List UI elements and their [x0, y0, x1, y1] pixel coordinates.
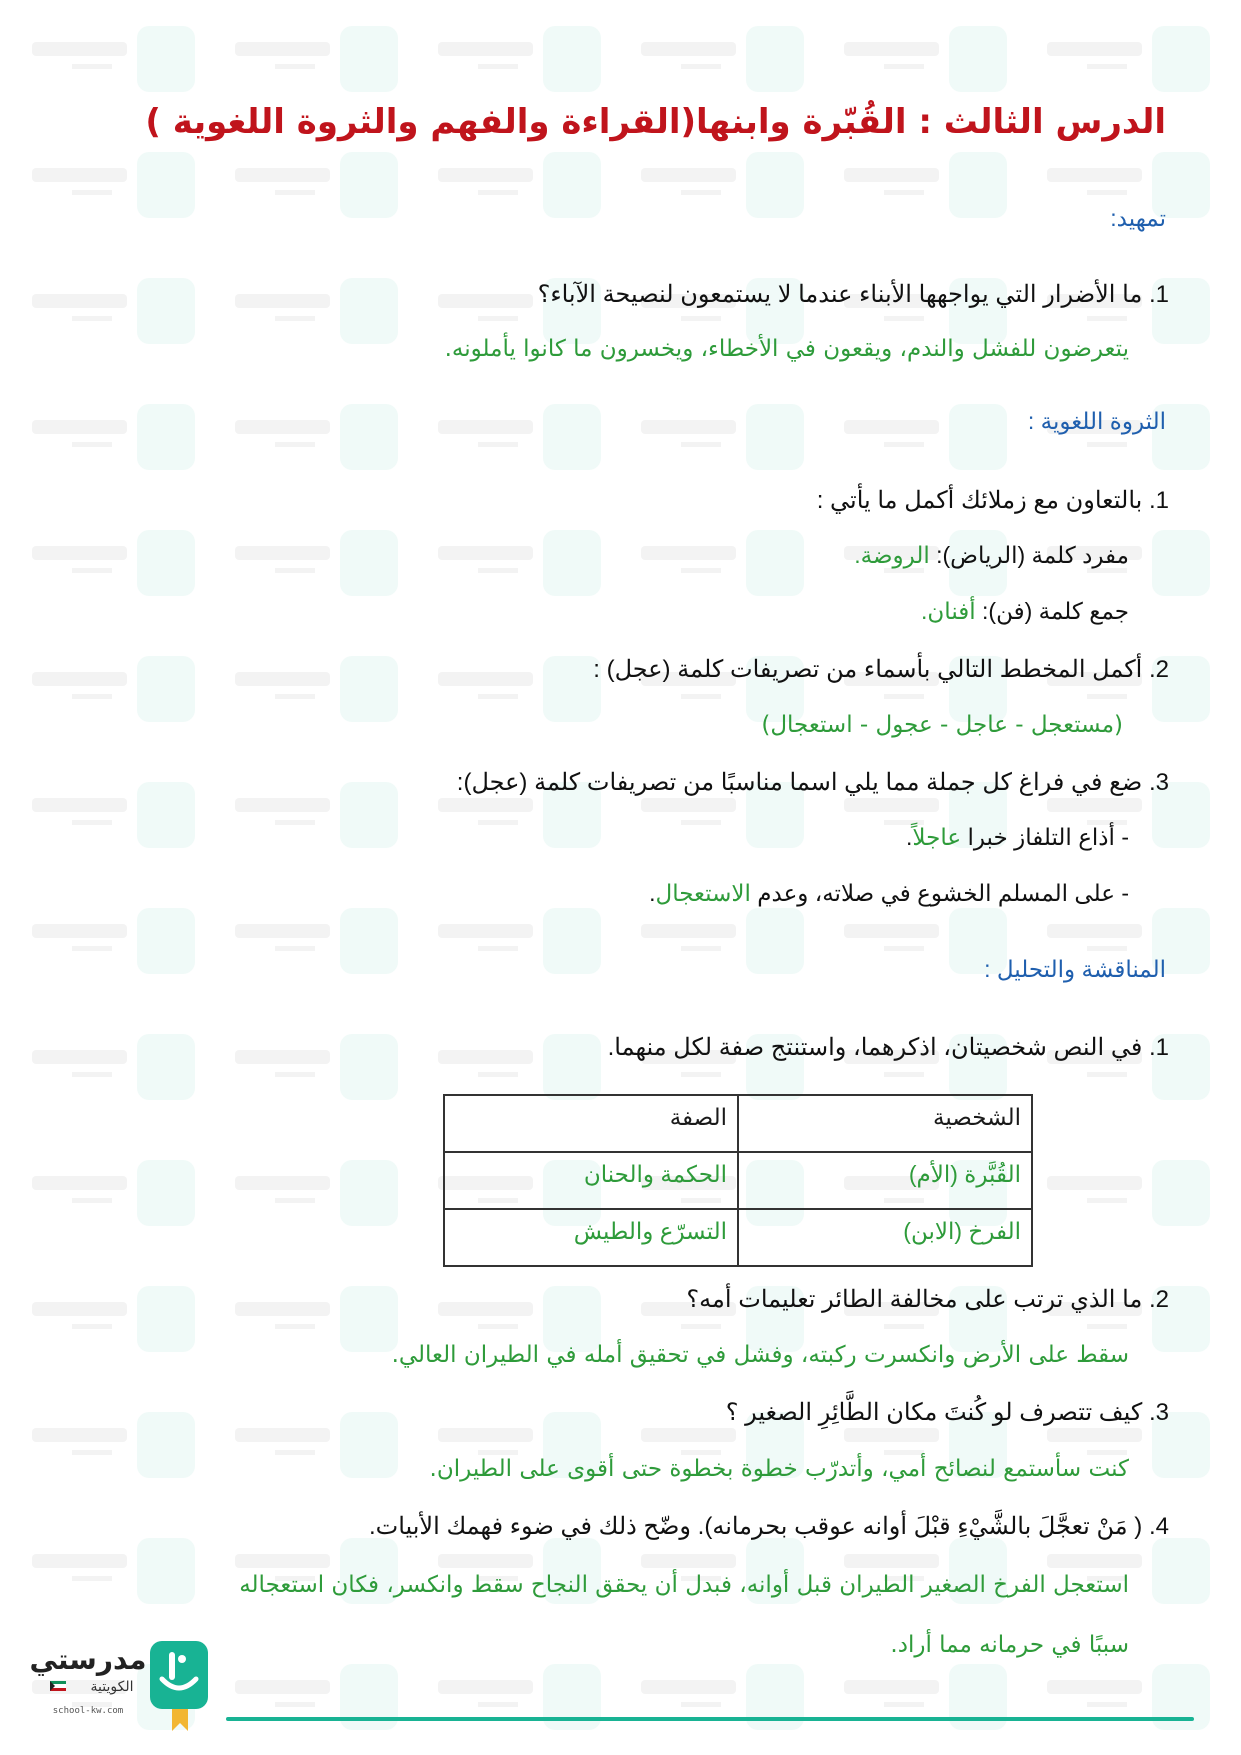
- vocab-question-3: 3. ضع في فراغ كل جملة مما يلي اسما مناسبًا من تصريفات كلمة (عجل):: [456, 769, 1169, 796]
- vocab-question-1: 1. بالتعاون مع زملائك أكمل ما يأتي :: [816, 487, 1169, 514]
- logo-sub: الكويتية: [90, 1679, 134, 1695]
- cell-trait: الحكمة والحنان: [444, 1152, 738, 1209]
- logo-url: school-kw.com: [52, 1706, 124, 1716]
- plural-label: جمع كلمة (فن):: [982, 598, 1129, 624]
- school-logo: [22, 1635, 212, 1745]
- vocab-heading: الثروة اللغوية :: [1027, 408, 1166, 434]
- vocab-answer-2: (مستعجل - عاجل - عجول - استعجال): [761, 712, 1123, 738]
- table-header-row: [444, 1095, 1032, 1152]
- discussion-question-4: 4. ( مَنْ تعجَّلَ بالشَّيْءِ قبْلَ أوانه عوقب بحرمانه). وضّح ذلك في ضوء فهمك الأبيات.: [368, 1513, 1169, 1540]
- footer-divider: [226, 1717, 1194, 1721]
- sentence-2-text: - على المسلم الخشوع في صلاته، وعدم: [757, 880, 1129, 906]
- sentence-2-answer: الاستعجال: [655, 880, 751, 906]
- singular-line: [854, 542, 1129, 569]
- plural-answer: أفنان.: [921, 598, 976, 624]
- table-row: [444, 1152, 1032, 1209]
- singular-label: مفرد كلمة (الرياض):: [936, 542, 1129, 568]
- sentence-1: [906, 824, 1129, 851]
- sentence-1-text: - أذاع التلفاز خبرا: [967, 824, 1129, 850]
- discussion-question-2: 2. ما الذي ترتب على مخالفة الطائر تعليمات أمه؟: [686, 1286, 1169, 1313]
- discussion-heading: المناقشة والتحليل :: [984, 956, 1166, 982]
- intro-answer-1: يتعرضون للفشل والندم، ويقعون في الأخطاء، ويخسرون ما كانوا يأملونه.: [444, 336, 1129, 362]
- singular-answer: الروضة.: [854, 542, 930, 568]
- cell-character: القُبَّرة (الأم): [738, 1152, 1032, 1209]
- vocab-question-2: 2. أكمل المخطط التالي بأسماء من تصريفات كلمة (عجل) :: [593, 656, 1169, 683]
- table-row: [444, 1209, 1032, 1266]
- discussion-question-1: 1. في النص شخصيتان، اذكرهما، واستنتج صفة لكل منهما.: [607, 1034, 1169, 1061]
- characters-table: [443, 1094, 1033, 1267]
- logo-name: مدرستي: [29, 1643, 147, 1676]
- intro-heading: تمهيد:: [1110, 205, 1166, 231]
- lesson-title: الدرس الثالث : القُبّرة وابنها(القراءة والفهم والثروة اللغوية ): [145, 102, 1166, 142]
- discussion-question-3: 3. كيف تتصرف لو كُنتَ مكان الطَّائِرِ الصغير ؟: [725, 1399, 1169, 1426]
- sentence-2: [649, 880, 1129, 907]
- logo-mark-icon: [22, 1635, 212, 1745]
- header-character: الشخصية: [738, 1095, 1032, 1152]
- discussion-answer-4-line-2: سببًا في حرمانه مما أراد.: [890, 1632, 1129, 1658]
- discussion-answer-3: كنت سأستمع لنصائح أمي، وأتدرّب خطوة بخطوة حتى أقوى على الطيران.: [429, 1456, 1129, 1482]
- cell-trait: التسرّع والطيش: [444, 1209, 738, 1266]
- plural-line: [921, 598, 1129, 625]
- cell-character: الفرخ (الابن): [738, 1209, 1032, 1266]
- header-trait: الصفة: [444, 1095, 738, 1152]
- discussion-answer-4-line-1: استعجل الفرخ الصغير الطيران قبل أوانه، فبدل أن يحقق النجاح سقط وانكسر، فكان استعجاله: [239, 1572, 1129, 1598]
- sentence-1-period: .: [906, 824, 913, 850]
- discussion-answer-2: سقط على الأرض وانكسرت ركبته، وفشل في تحقيق أمله في الطيران العالي.: [391, 1342, 1129, 1368]
- intro-question-1: 1. ما الأضرار التي يواجهها الأبناء عندما لا يستمعون لنصيحة الآباء؟: [537, 281, 1169, 308]
- sentence-1-answer: عاجلاً: [912, 824, 962, 850]
- sentence-2-period: .: [649, 880, 656, 906]
